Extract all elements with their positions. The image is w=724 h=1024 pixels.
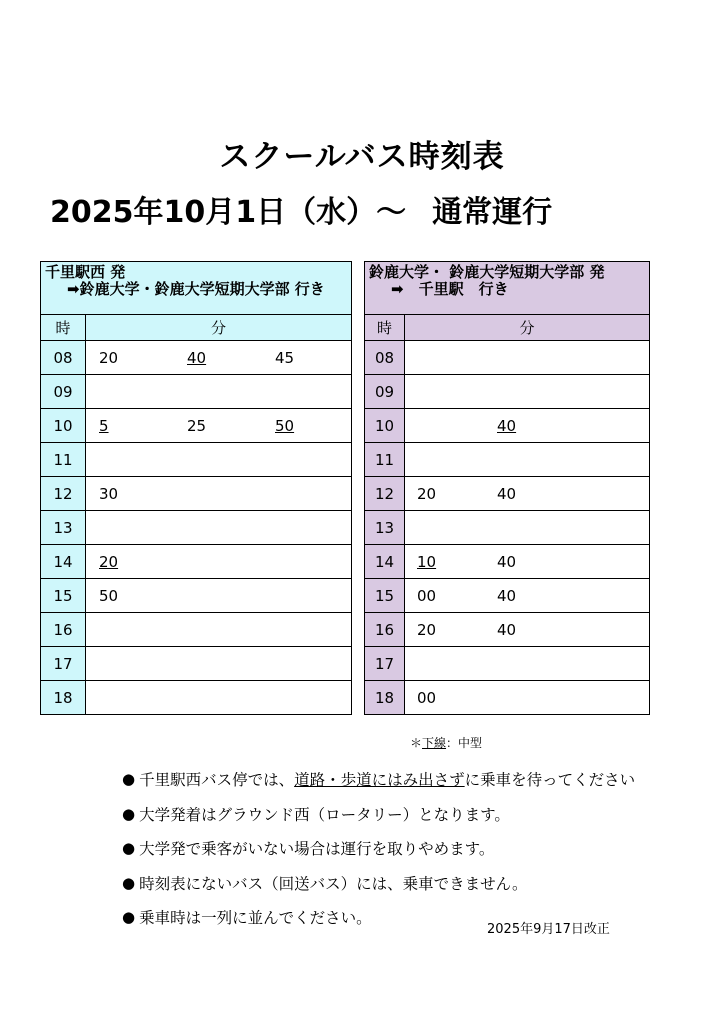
departure-minute: 25 [187,416,207,435]
timetable-header [41,262,352,315]
table-row [41,409,352,443]
departure-minute: 40 [497,620,517,639]
hour-cell: 17 [365,647,405,681]
note-text: ：中型 [446,736,483,750]
departure-minute: 50 [99,586,119,605]
table-row [365,613,650,647]
departure-minute: 5 [99,416,109,435]
bullet-icon: ● [122,770,136,789]
departure-minute: 40 [187,348,207,367]
table-row [41,341,352,375]
minutes-cell [405,545,650,579]
hour-cell: 08 [365,341,405,375]
minutes-cell [86,545,352,579]
minutes-cell [405,613,650,647]
table-row [365,545,650,579]
notice-text: 時刻表にないバス（回送バス）には、乗車できません。 [139,874,528,893]
hour-cell: 11 [365,443,405,477]
departure-stop: 千里駅西 発 [45,263,126,281]
table-row [365,647,650,681]
departure-minute: 10 [417,552,437,571]
departure-minute: 40 [497,484,517,503]
notice-underlined-text: 道路・歩道にはみ出さず [294,771,465,790]
table-row [41,511,352,545]
table-row [41,579,352,613]
table-row [41,375,352,409]
departure-minute: 20 [417,484,437,503]
start-date: 2025年10月1日（水）～ [50,195,407,230]
timetable-university-to-senri [364,261,650,715]
departure-minute: 20 [417,620,437,639]
notice-item [122,866,635,901]
hour-cell: 18 [365,681,405,715]
minutes-cell [405,579,650,613]
notice-list [122,762,635,935]
notice-text: に乗車を待ってください [464,771,636,790]
hour-cell: 13 [41,511,86,545]
minutes-cell [405,681,650,715]
hour-cell: 15 [41,579,86,613]
departure-minute: 30 [99,484,119,503]
departure-minute: 00 [417,586,437,605]
minutes-cell [405,647,650,681]
minutes-cell [405,511,650,545]
destination: ➡ 千里駅 行き [391,280,509,298]
notice-text: 大学発で乗客がいない場合は運行を取りやめます。 [139,840,495,859]
note-underlined: 下線 [422,736,447,750]
minutes-cell [86,613,352,647]
timetable-senri-to-university [40,261,352,715]
hour-cell: 09 [41,375,86,409]
table-row [365,681,650,715]
note-mark: ＊ [410,736,423,750]
minutes-cell [86,681,352,715]
revision-date: 2025年9月17日改正 [487,922,610,937]
hour-cell: 17 [41,647,86,681]
hour-cell: 16 [365,613,405,647]
destination: ➡鈴鹿大学・鈴鹿大学短期大学部 行き [67,280,325,298]
table-row [365,511,650,545]
hour-cell: 08 [41,341,86,375]
column-minute: 分 [405,315,650,341]
hour-cell: 10 [365,409,405,443]
departure-minute: 20 [99,348,119,367]
departure-minute: 40 [497,552,517,571]
minutes-cell [405,409,650,443]
table-row [365,409,650,443]
departure-minute: 50 [275,416,295,435]
hour-cell: 13 [365,511,405,545]
minutes-cell [405,443,650,477]
page-subtitle [50,190,552,236]
hour-cell: 12 [365,477,405,511]
hour-cell: 09 [365,375,405,409]
table-row [365,477,650,511]
table-row [365,375,650,409]
notice-item [122,797,635,832]
minutes-cell [86,443,352,477]
bullet-icon: ● [122,839,136,858]
table-row [41,647,352,681]
departure-minute: 40 [497,416,517,435]
minutes-cell [86,341,352,375]
operation-mode: 通常運行 [432,195,553,230]
minutes-cell [86,375,352,409]
departure-minute: 40 [497,586,517,605]
departure-minute: 00 [417,688,437,707]
notice-text: 大学発着はグラウンド西（ロータリー）となります。 [139,805,510,824]
hour-cell: 14 [41,545,86,579]
minutes-cell [405,341,650,375]
departure-minute: 20 [99,552,119,571]
minutes-cell [405,477,650,511]
column-minute: 分 [86,315,352,341]
hour-cell: 18 [41,681,86,715]
hour-cell: 10 [41,409,86,443]
table-row [365,443,650,477]
table-row [41,545,352,579]
table-row [41,443,352,477]
hour-cell: 16 [41,613,86,647]
departure-minute: 45 [275,348,295,367]
column-hour: 時 [41,315,86,341]
minutes-cell [86,477,352,511]
page-title: スクールバス時刻表 [219,139,505,175]
notice-item [122,831,635,866]
notice-item [122,762,635,797]
minutes-cell [405,375,650,409]
bullet-icon: ● [122,873,136,892]
column-hour: 時 [365,315,405,341]
minutes-cell [86,579,352,613]
hour-cell: 12 [41,477,86,511]
bullet-icon: ● [122,804,136,823]
timetable-header [365,262,650,315]
table-row [365,579,650,613]
table-row [41,613,352,647]
minutes-cell [86,409,352,443]
notice-text: 千里駅西バス停では、 [139,771,295,790]
table-row [365,341,650,375]
hour-cell: 15 [365,579,405,613]
notice-text: 乗車時は一列に並んでください。 [139,909,372,928]
bullet-icon: ● [122,908,136,927]
table-row [41,681,352,715]
hour-cell: 11 [41,443,86,477]
minutes-cell [86,511,352,545]
departure-stop: 鈴鹿大学・ 鈴鹿大学短期大学部 発 [369,263,605,281]
table-row [41,477,352,511]
hour-cell: 14 [365,545,405,579]
underline-note [410,734,482,751]
minutes-cell [86,647,352,681]
